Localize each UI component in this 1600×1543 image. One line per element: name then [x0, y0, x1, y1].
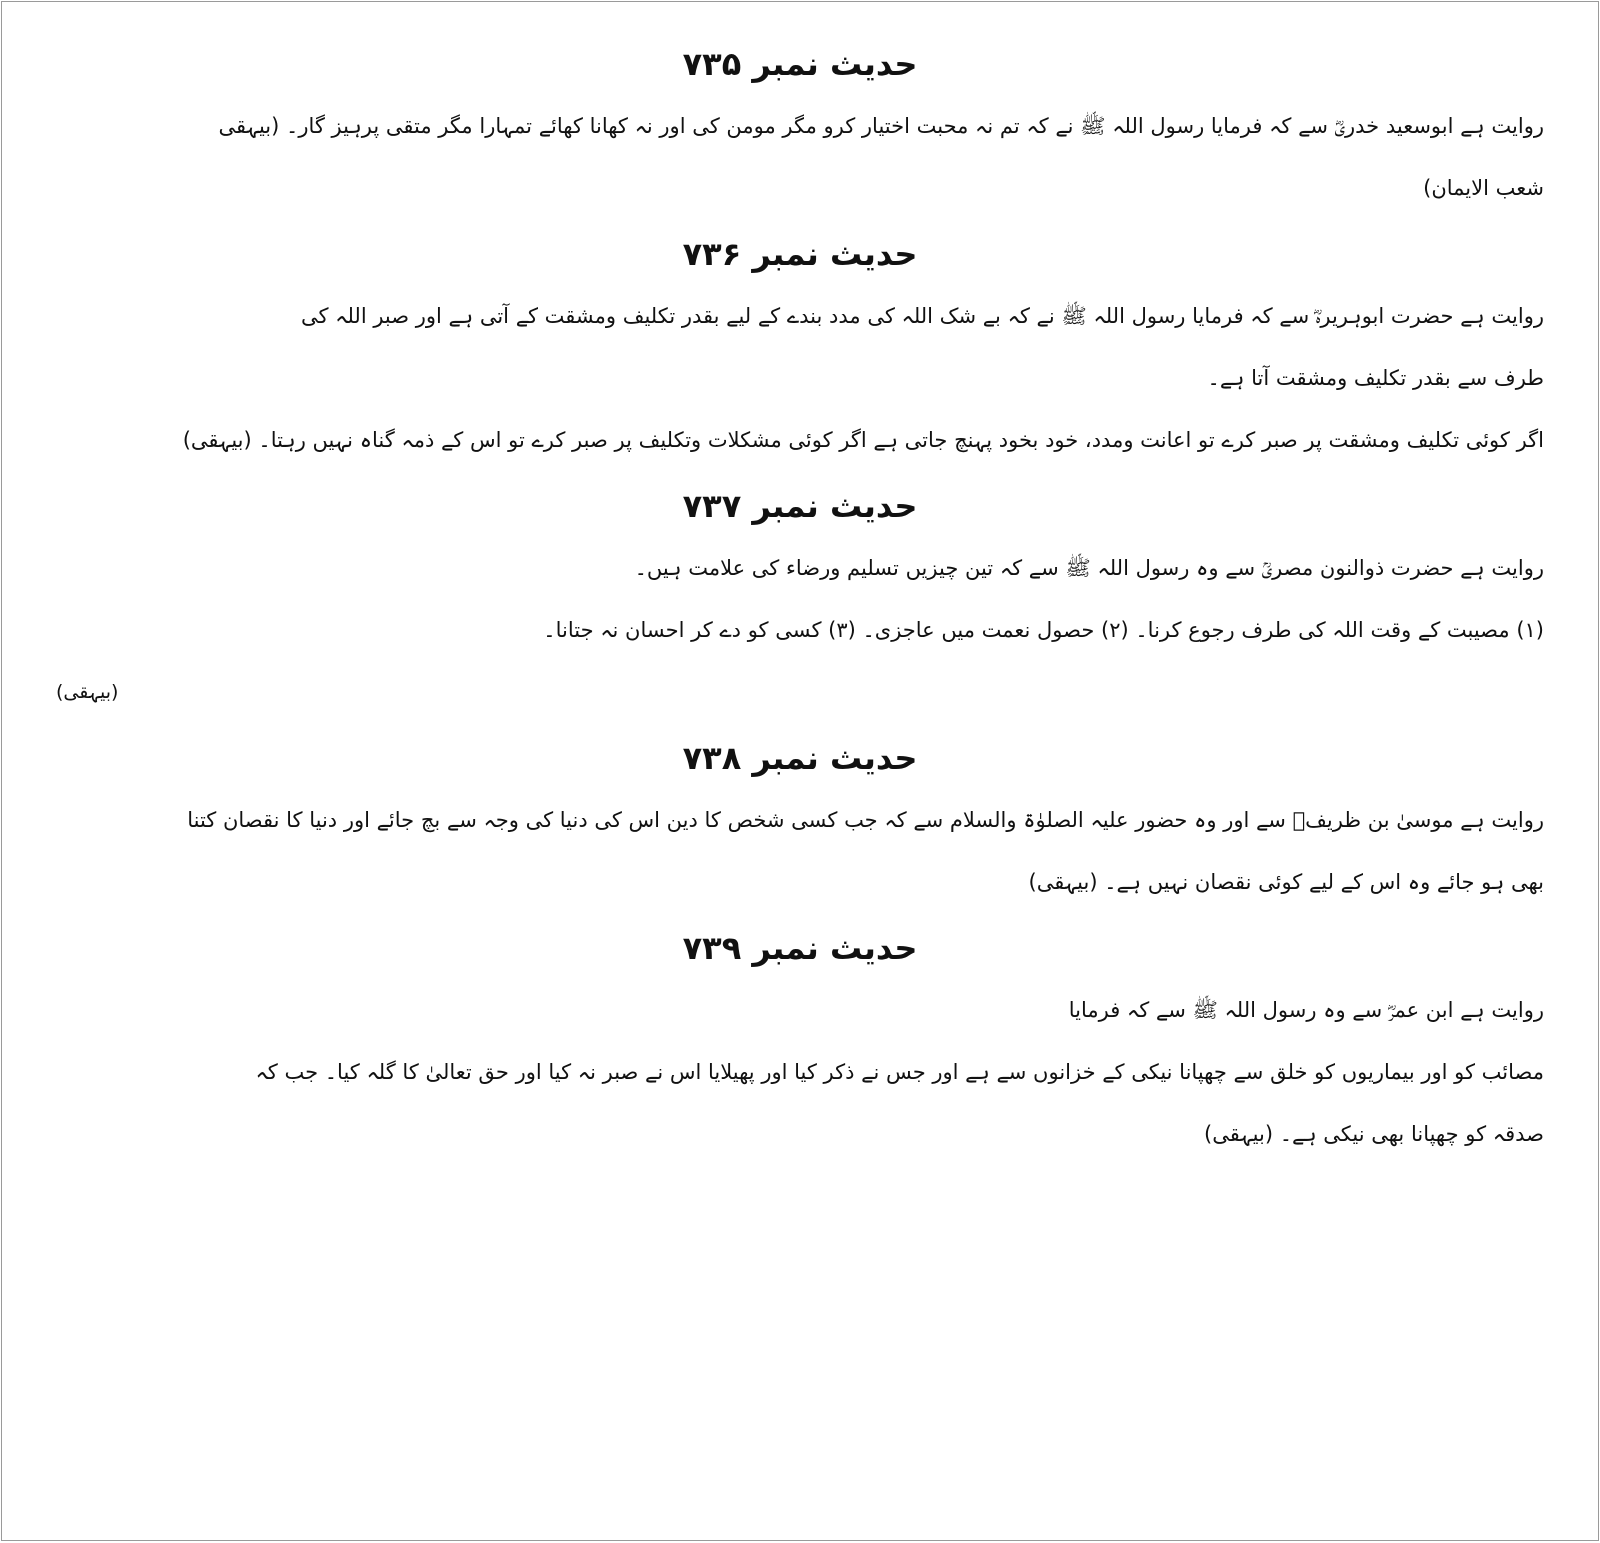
hadith-739-line-2: مصائب کو اور بیماریوں کو خلق سے چھپانا نیکی کے خزانوں سے ہے اور جس نے ذکر کیا اور پھیلایا اس نے صبر نہ کیا اور حق تعالیٰ کا گلہ کیا۔ جب کہ [255, 1060, 1544, 1084]
hadith-737 [56, 484, 1544, 710]
hadith-736-line-3: اگر کوئی تکلیف ومشقت پر صبر کرے تو اعانت ومدد، خود بخود پہنچ جاتی ہے اگر کوئی مشکلات وتکلیف پر صبر کرے تو اس کے ذمہ گناہ نہیں رہتا۔ (بیہقی) [182, 428, 1544, 452]
hadith-735 [56, 42, 1544, 206]
hadith-739-heading: حدیث نمبر ۷۳۹ [682, 929, 918, 967]
hadith-735-heading: حدیث نمبر ۷۳۵ [682, 45, 918, 83]
hadith-735-line-2: شعب الایمان) [1423, 176, 1544, 200]
hadith-736-line-2: طرف سے بقدر تکلیف ومشقت آتا ہے۔ [1207, 366, 1544, 390]
hadith-739 [56, 926, 1544, 1152]
hadith-738-line-1: روایت ہے موسیٰ بن ظریفؒ سے اور وہ حضور علیہ الصلوٰۃ والسلام سے کہ جب کسی شخص کا دین اس کی دنیا کی وجہ سے بچ جائے اور دنیا کا نقصان کتنا [187, 808, 1544, 832]
hadith-735-line-1: روایت ہے ابوسعید خدریؓ سے کہ فرمایا رسول اللہ ﷺ نے کہ تم نہ محبت اختیار کرو مگر مومن کی اور نہ کھانا کھائے تمہارا مگر متقی پرہیز گار۔ (بیہقی [218, 114, 1544, 138]
hadith-739-line-1: روایت ہے ابن عمرؓ سے وہ رسول اللہ ﷺ سے کہ فرمایا [1068, 998, 1544, 1022]
hadith-737-line-1: روایت ہے حضرت ذوالنون مصریؒ سے وہ رسول اللہ ﷺ سے کہ تین چیزیں تسلیم ورضاء کی علامت ہیں۔ [634, 556, 1544, 580]
hadith-736-line-1: روایت ہے حضرت ابوہریرہؓ سے کہ فرمایا رسول اللہ ﷺ نے کہ بے شک اللہ کی مدد بندے کے لیے بقدر تکلیف ومشقت کے آتی ہے اور صبر اللہ کی [300, 304, 1544, 328]
hadith-737-heading: حدیث نمبر ۷۳۷ [682, 487, 918, 525]
hadith-738 [56, 736, 1544, 900]
hadith-738-heading: حدیث نمبر ۷۳۸ [682, 739, 918, 777]
hadith-737-line-2: (۱) مصیبت کے وقت اللہ کی طرف رجوع کرنا۔ (۲) حصول نعمت میں عاجزی۔ (۳) کسی کو دے کر احسان نہ جتانا۔ [543, 618, 1544, 642]
hadith-736-heading: حدیث نمبر ۷۳۶ [682, 235, 918, 273]
hadith-736 [56, 232, 1544, 458]
hadith-738-line-2: بھی ہو جائے وہ اس کے لیے کوئی نقصان نہیں ہے۔ (بیہقی) [1028, 870, 1544, 894]
hadith-737-reference: (بیہقی) [56, 681, 119, 703]
hadith-739-line-3: صدقہ کو چھپانا بھی نیکی ہے۔ (بیہقی) [1204, 1122, 1544, 1146]
page-border [1, 1, 1599, 1541]
